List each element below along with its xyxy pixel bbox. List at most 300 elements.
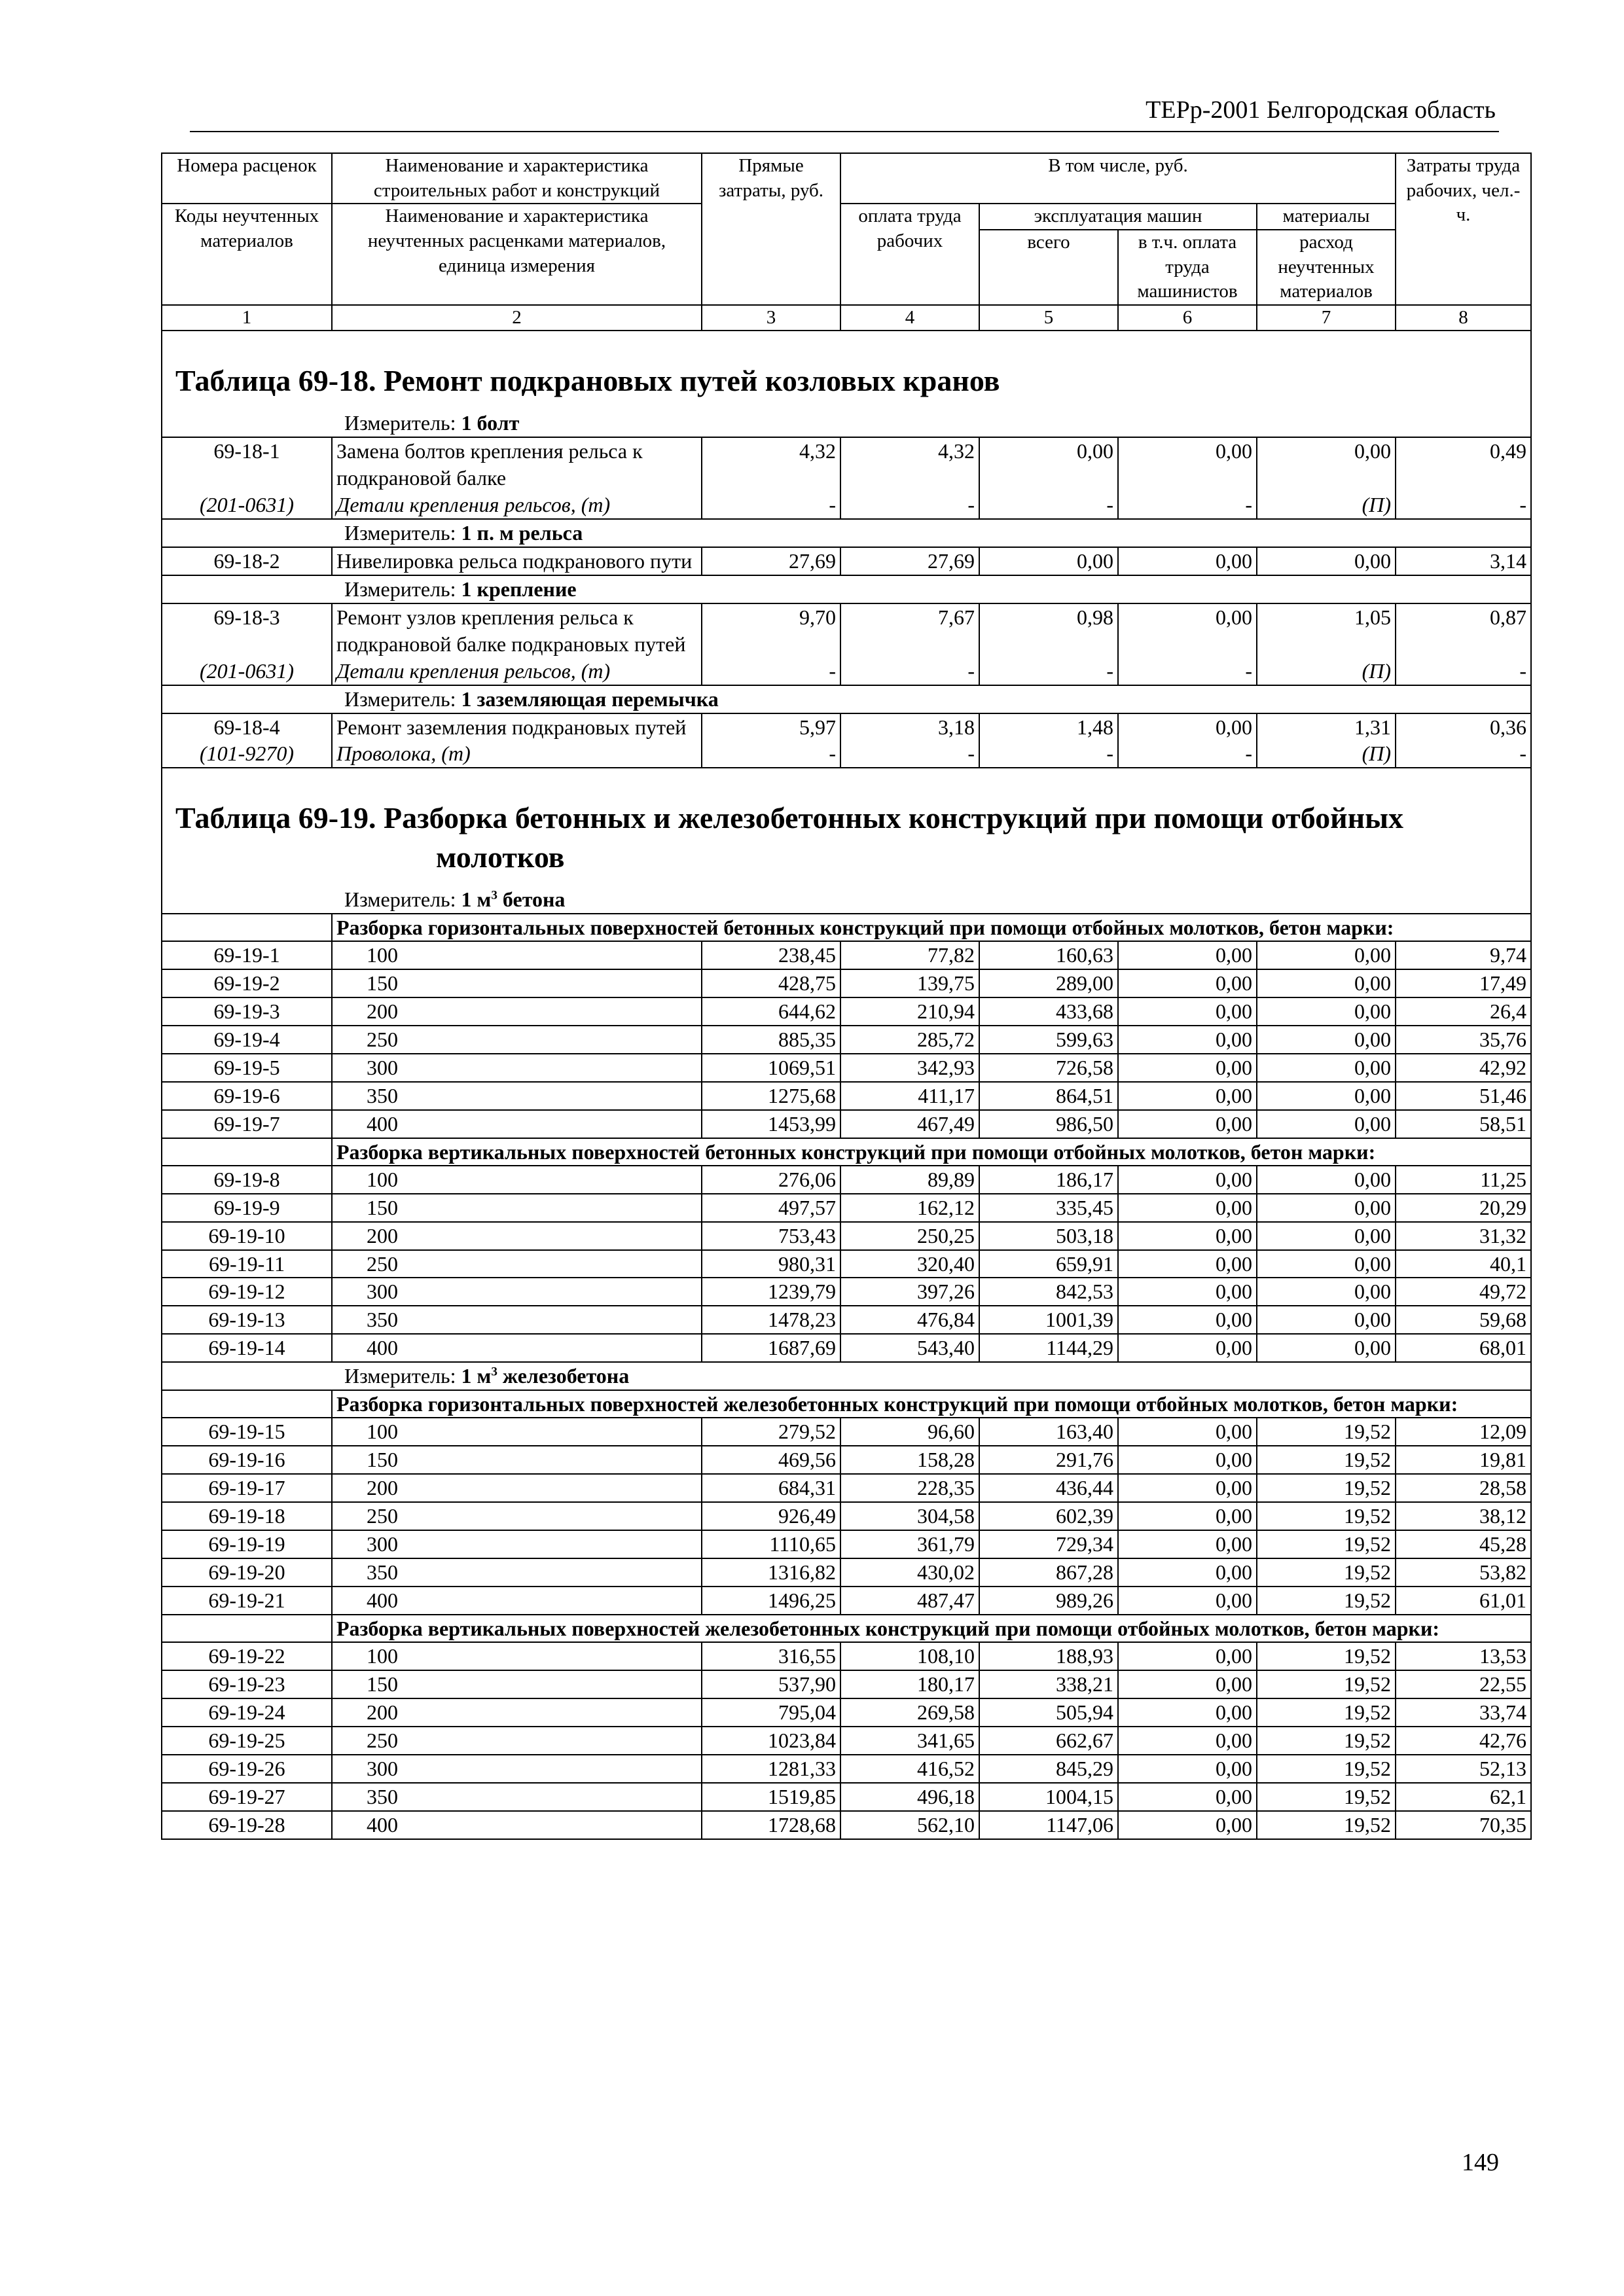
materials: 19,52 [1257,1418,1396,1446]
col-number: 1 [162,305,332,331]
concrete-grade: 200 [332,1222,702,1250]
concrete-grade: 100 [332,941,702,969]
title-line-2: молотков [436,840,565,874]
group-title: Разборка горизонтальных поверхностей железобетонных конструкций при помощи отбойных молотков, бетон марки: [332,1390,1531,1418]
measure-row [162,1362,1531,1390]
materials: 1,31 [1257,713,1396,741]
concrete-grade: 350 [332,1783,702,1811]
value: - [702,492,840,519]
machine-total: 186,17 [979,1166,1118,1194]
table-row [162,997,1531,1026]
materials: 19,52 [1257,1811,1396,1839]
material-row [162,740,1531,768]
concrete-grade: 250 [332,1502,702,1530]
labor-pay: 397,26 [840,1278,979,1306]
table-row [162,1727,1531,1755]
machinist-pay: 0,00 [1118,1587,1257,1615]
column-numbers-row [162,305,1531,331]
table-row [162,1698,1531,1727]
direct-cost: 1316,82 [702,1558,840,1587]
materials: 0,00 [1257,1082,1396,1110]
concrete-grade: 250 [332,1026,702,1054]
rate-code: 69-19-26 [162,1755,332,1783]
h-rate-numbers: Номера расценок [162,153,332,204]
labor-hours: 53,82 [1396,1558,1531,1587]
machine-total: 729,34 [979,1530,1118,1558]
labor-pay: 228,35 [840,1474,979,1502]
title-line-1: Таблица 69-19. Разборка бетонных и железобетонных конструкций при помощи отбойных [175,801,1404,835]
materials: 0,00 [1257,997,1396,1026]
group-header-row [162,1390,1531,1418]
labor-hours: 51,46 [1396,1082,1531,1110]
machine-total: 505,94 [979,1698,1118,1727]
measure-label: Измеритель: 1 крепление [162,575,1531,603]
group-spacer [162,1138,332,1166]
concrete-grade: 300 [332,1054,702,1082]
table-row [162,1026,1531,1054]
col-number: 8 [1396,305,1531,331]
machinist-pay: 0,00 [1118,1670,1257,1698]
machine-total: 188,93 [979,1642,1118,1670]
machinist-pay: 0,00 [1118,1278,1257,1306]
group-title: Разборка вертикальных поверхностей железобетонных конструкций при помощи отбойных молотков, бетон марки: [332,1615,1531,1642]
machine-total: 599,63 [979,1026,1118,1054]
labor-pay: 416,52 [840,1755,979,1783]
labor-pay: 361,79 [840,1530,979,1558]
table-row [162,1811,1531,1839]
direct-cost: 1110,65 [702,1530,840,1558]
group-header-row [162,1615,1531,1642]
labor-pay: 342,93 [840,1054,979,1082]
concrete-grade: 250 [332,1250,702,1278]
table-row [162,1670,1531,1698]
concrete-grade: 150 [332,1670,702,1698]
labor-pay: 89,89 [840,1166,979,1194]
machine-total: 163,40 [979,1418,1118,1446]
table-69-19-title [162,768,1531,886]
value: - [1396,492,1531,519]
measure-label: Измеритель: 1 болт [162,410,1531,437]
machinist-pay: 0,00 [1118,1026,1257,1054]
h-incl: В том числе, руб. [840,153,1396,204]
materials: 0,00 [1257,1250,1396,1278]
labor-pay: 3,18 [840,713,979,741]
direct-cost: 885,35 [702,1026,840,1054]
materials: 0,00 [1257,1110,1396,1138]
direct-cost: 1496,25 [702,1587,840,1615]
rate-code: 69-19-3 [162,997,332,1026]
table-row [162,1306,1531,1334]
table-row [162,1558,1531,1587]
machine-total: 1004,15 [979,1783,1118,1811]
table-row [162,603,1531,658]
table-row [162,1194,1531,1222]
concrete-grade: 400 [332,1587,702,1615]
h-codes: Коды неучтенных материалов [162,204,332,305]
rate-code: 69-19-9 [162,1194,332,1222]
rate-code: 69-19-1 [162,941,332,969]
value: (П) [1257,658,1396,685]
direct-cost: 497,57 [702,1194,840,1222]
labor-hours: 11,25 [1396,1166,1531,1194]
rate-code: 69-19-16 [162,1446,332,1474]
machinist-pay: 0,00 [1118,997,1257,1026]
labor-pay: 139,75 [840,969,979,997]
measure-label: Измеритель: 1 $м^3$ бетона [162,886,1531,914]
materials: 0,00 [1257,1278,1396,1306]
concrete-grade: 400 [332,1110,702,1138]
machinist-pay: 0,00 [1118,1811,1257,1839]
labor-pay: 158,28 [840,1446,979,1474]
machinist-pay: 0,00 [1118,1222,1257,1250]
rate-code: 69-18-3 [162,603,332,658]
materials: 19,52 [1257,1642,1396,1670]
table-row [162,1334,1531,1362]
labor-hours: 70,35 [1396,1811,1531,1839]
labor-hours: 3,14 [1396,547,1531,575]
labor-hours: 19,81 [1396,1446,1531,1474]
h-labor-cost: Затраты труда рабочих, чел.-ч. [1396,153,1531,305]
col-number: 2 [332,305,702,331]
material-name: Детали крепления рельсов, (т) [332,492,702,519]
materials: 0,00 [1257,1334,1396,1362]
rate-code: 69-19-14 [162,1334,332,1362]
rate-code: 69-19-28 [162,1811,332,1839]
direct-cost: 1275,68 [702,1082,840,1110]
labor-pay: 210,94 [840,997,979,1026]
labor-hours: 62,1 [1396,1783,1531,1811]
machine-total: 0,00 [979,437,1118,492]
concrete-grade: 350 [332,1082,702,1110]
direct-cost: 1069,51 [702,1054,840,1082]
concrete-grade: 350 [332,1558,702,1587]
table-row [162,1587,1531,1615]
value: - [1396,740,1531,768]
materials: 19,52 [1257,1502,1396,1530]
labor-pay: 27,69 [840,547,979,575]
machine-total: 503,18 [979,1222,1118,1250]
value: - [979,740,1118,768]
machine-total: 602,39 [979,1502,1118,1530]
labor-hours: 33,74 [1396,1698,1531,1727]
table-row [162,1250,1531,1278]
direct-cost: 537,90 [702,1670,840,1698]
machinist-pay: 0,00 [1118,1250,1257,1278]
header-row-1 [162,153,1531,204]
group-spacer [162,1390,332,1418]
group-1-rows [162,941,1531,1138]
concrete-grade: 350 [332,1306,702,1334]
concrete-grade: 300 [332,1755,702,1783]
machinist-pay: 0,00 [1118,1082,1257,1110]
group-4-rows [162,1642,1531,1839]
measure-label: Измеритель: 1 заземляющая перемычка [162,685,1531,713]
direct-cost: 238,45 [702,941,840,969]
measure-label: Измеритель: 1 $м^3$ железобетона [162,1362,1531,1390]
machine-total: 989,26 [979,1587,1118,1615]
table-row [162,1530,1531,1558]
labor-hours: 49,72 [1396,1278,1531,1306]
direct-cost: 27,69 [702,547,840,575]
materials: 0,00 [1257,547,1396,575]
col-number: 4 [840,305,979,331]
value: - [702,740,840,768]
labor-pay: 96,60 [840,1418,979,1446]
labor-hours: 52,13 [1396,1755,1531,1783]
direct-cost: 279,52 [702,1418,840,1446]
machine-total: 335,45 [979,1194,1118,1222]
table-row [162,941,1531,969]
concrete-grade: 100 [332,1418,702,1446]
machine-total: 291,76 [979,1446,1118,1474]
machine-total: 867,28 [979,1558,1118,1587]
direct-cost: 926,49 [702,1502,840,1530]
direct-cost: 684,31 [702,1474,840,1502]
labor-hours: 42,92 [1396,1054,1531,1082]
rate-code: 69-19-25 [162,1727,332,1755]
machinist-pay: 0,00 [1118,1558,1257,1587]
rate-code: 69-19-8 [162,1166,332,1194]
labor-pay: 562,10 [840,1811,979,1839]
materials: 0,00 [1257,1306,1396,1334]
rate-code: 69-19-27 [162,1783,332,1811]
table-row [162,1166,1531,1194]
concrete-grade: 100 [332,1166,702,1194]
value: - [1396,658,1531,685]
rate-code: 69-19-5 [162,1054,332,1082]
direct-cost: 1519,85 [702,1783,840,1811]
labor-hours: 31,32 [1396,1222,1531,1250]
machinist-pay: 0,00 [1118,1642,1257,1670]
machinist-pay: 0,00 [1118,1306,1257,1334]
labor-pay: 4,32 [840,437,979,492]
measure-row [162,410,1531,437]
value: (П) [1257,740,1396,768]
machine-total: 1001,39 [979,1306,1118,1334]
labor-pay: 487,47 [840,1587,979,1615]
group-2-rows [162,1166,1531,1363]
labor-pay: 341,65 [840,1727,979,1755]
direct-cost: 428,75 [702,969,840,997]
direct-cost: 5,97 [702,713,840,741]
concrete-grade: 250 [332,1727,702,1755]
direct-cost: 795,04 [702,1698,840,1727]
value: (П) [1257,492,1396,519]
table-row [162,437,1531,492]
machinist-pay: 0,00 [1118,713,1257,741]
table-row [162,969,1531,997]
labor-pay: 320,40 [840,1250,979,1278]
h-name: Наименование и характеристика строительных работ и конструкций [332,153,702,204]
labor-hours: 26,4 [1396,997,1531,1026]
labor-pay: 476,84 [840,1306,979,1334]
labor-pay: 162,12 [840,1194,979,1222]
direct-cost: 1687,69 [702,1334,840,1362]
labor-hours: 13,53 [1396,1642,1531,1670]
direct-cost: 4,32 [702,437,840,492]
table-row [162,1418,1531,1446]
materials: 19,52 [1257,1755,1396,1783]
concrete-grade: 300 [332,1278,702,1306]
table-row [162,1783,1531,1811]
labor-pay: 543,40 [840,1334,979,1362]
value: - [840,492,979,519]
direct-cost: 316,55 [702,1642,840,1670]
labor-hours: 35,76 [1396,1026,1531,1054]
machine-total: 1,48 [979,713,1118,741]
group-header-row [162,1138,1531,1166]
h-mat-consumption: расход неучтенных материалов [1257,230,1396,305]
machine-total: 662,67 [979,1727,1118,1755]
table-row [162,1474,1531,1502]
rate-code: 69-19-22 [162,1642,332,1670]
machine-total: 289,00 [979,969,1118,997]
col-number: 5 [979,305,1118,331]
labor-pay: 77,82 [840,941,979,969]
machinist-pay: 0,00 [1118,969,1257,997]
materials: 0,00 [1257,969,1396,997]
labor-pay: 285,72 [840,1026,979,1054]
table-row [162,1082,1531,1110]
table-row [162,1446,1531,1474]
value: - [840,658,979,685]
header-row-2 [162,204,1531,230]
measure-row [162,575,1531,603]
group-spacer [162,1615,332,1642]
material-row [162,492,1531,519]
h-unacc-name: Наименование и характеристика неучтенных расценками материалов, единица измерения [332,204,702,305]
rate-code: 69-18-1 [162,437,332,492]
machine-total: 338,21 [979,1670,1118,1698]
machine-total: 845,29 [979,1755,1118,1783]
labor-hours: 42,76 [1396,1727,1531,1755]
rate-code: 69-18-2 [162,547,332,575]
labor-hours: 9,74 [1396,941,1531,969]
concrete-grade: 150 [332,1194,702,1222]
machinist-pay: 0,00 [1118,1110,1257,1138]
col-number: 3 [702,305,840,331]
group-header-row [162,914,1531,941]
table-row [162,547,1531,575]
group-spacer [162,914,332,941]
concrete-grade: 200 [332,1698,702,1727]
rate-code: 69-18-4 [162,713,332,741]
rate-code: 69-19-17 [162,1474,332,1502]
rate-code: 69-19-18 [162,1502,332,1530]
labor-pay: 467,49 [840,1110,979,1138]
direct-cost: 1453,99 [702,1110,840,1138]
materials: 0,00 [1257,437,1396,492]
table-row [162,1110,1531,1138]
h-incl-machinist: в т.ч. оплата труда машинистов [1118,230,1257,305]
materials: 19,52 [1257,1530,1396,1558]
materials: 0,00 [1257,1026,1396,1054]
machinist-pay: 0,00 [1118,1530,1257,1558]
h-labor-pay: оплата труда рабочих [840,204,979,305]
price-table [161,152,1532,1840]
rate-code: 69-19-24 [162,1698,332,1727]
machine-total: 842,53 [979,1278,1118,1306]
labor-hours: 17,49 [1396,969,1531,997]
direct-cost: 1728,68 [702,1811,840,1839]
labor-pay: 180,17 [840,1670,979,1698]
concrete-grade: 150 [332,969,702,997]
table-row [162,713,1531,741]
rate-code: 69-19-12 [162,1278,332,1306]
value: - [702,658,840,685]
materials: 19,52 [1257,1558,1396,1587]
labor-hours: 22,55 [1396,1670,1531,1698]
rate-code: 69-19-7 [162,1110,332,1138]
group-title: Разборка горизонтальных поверхностей бетонных конструкций при помощи отбойных молотков, бетон марки: [332,914,1531,941]
value: - [979,658,1118,685]
concrete-grade: 300 [332,1530,702,1558]
machine-total: 726,58 [979,1054,1118,1082]
materials: 0,00 [1257,941,1396,969]
value: - [1118,492,1257,519]
machine-total: 436,44 [979,1474,1118,1502]
labor-pay: 304,58 [840,1502,979,1530]
machinist-pay: 0,00 [1118,1502,1257,1530]
materials: 19,52 [1257,1446,1396,1474]
material-name: Детали крепления рельсов, (т) [332,658,702,685]
rate-code: 69-19-23 [162,1670,332,1698]
labor-pay: 250,25 [840,1222,979,1250]
rate-code: 69-19-2 [162,969,332,997]
table-row [162,1642,1531,1670]
page-number: 149 [1462,2149,1499,2176]
rate-code: 69-19-11 [162,1250,332,1278]
machinist-pay: 0,00 [1118,1698,1257,1727]
material-code: (201-0631) [162,658,332,685]
machine-total: 864,51 [979,1082,1118,1110]
col-number: 7 [1257,305,1396,331]
measure-label: Измеритель: 1 п. м рельса [162,519,1531,547]
labor-pay: 269,58 [840,1698,979,1727]
materials: 1,05 [1257,603,1396,658]
labor-hours: 40,1 [1396,1250,1531,1278]
work-name: Нивелировка рельса подкранового пути [332,547,702,575]
rate-code: 69-19-6 [162,1082,332,1110]
machine-total: 1147,06 [979,1811,1118,1839]
direct-cost: 1023,84 [702,1727,840,1755]
rate-code: 69-19-19 [162,1530,332,1558]
concrete-grade: 200 [332,1474,702,1502]
labor-hours: 68,01 [1396,1334,1531,1362]
labor-hours: 20,29 [1396,1194,1531,1222]
machinist-pay: 0,00 [1118,941,1257,969]
header-rule [190,131,1499,132]
direct-cost: 1478,23 [702,1306,840,1334]
material-name: Проволока, (т) [332,740,702,768]
materials: 19,52 [1257,1783,1396,1811]
machinist-pay: 0,00 [1118,437,1257,492]
value: - [840,740,979,768]
machinist-pay: 0,00 [1118,1474,1257,1502]
value: - [979,492,1118,519]
machinist-pay: 0,00 [1118,1755,1257,1783]
concrete-grade: 100 [332,1642,702,1670]
labor-hours: 45,28 [1396,1530,1531,1558]
materials: 0,00 [1257,1054,1396,1082]
machine-total: 986,50 [979,1110,1118,1138]
materials: 19,52 [1257,1587,1396,1615]
h-machine-op: эксплуатация машин [979,204,1257,230]
labor-hours: 59,68 [1396,1306,1531,1334]
machinist-pay: 0,00 [1118,1166,1257,1194]
col-number: 6 [1118,305,1257,331]
labor-pay: 430,02 [840,1558,979,1587]
